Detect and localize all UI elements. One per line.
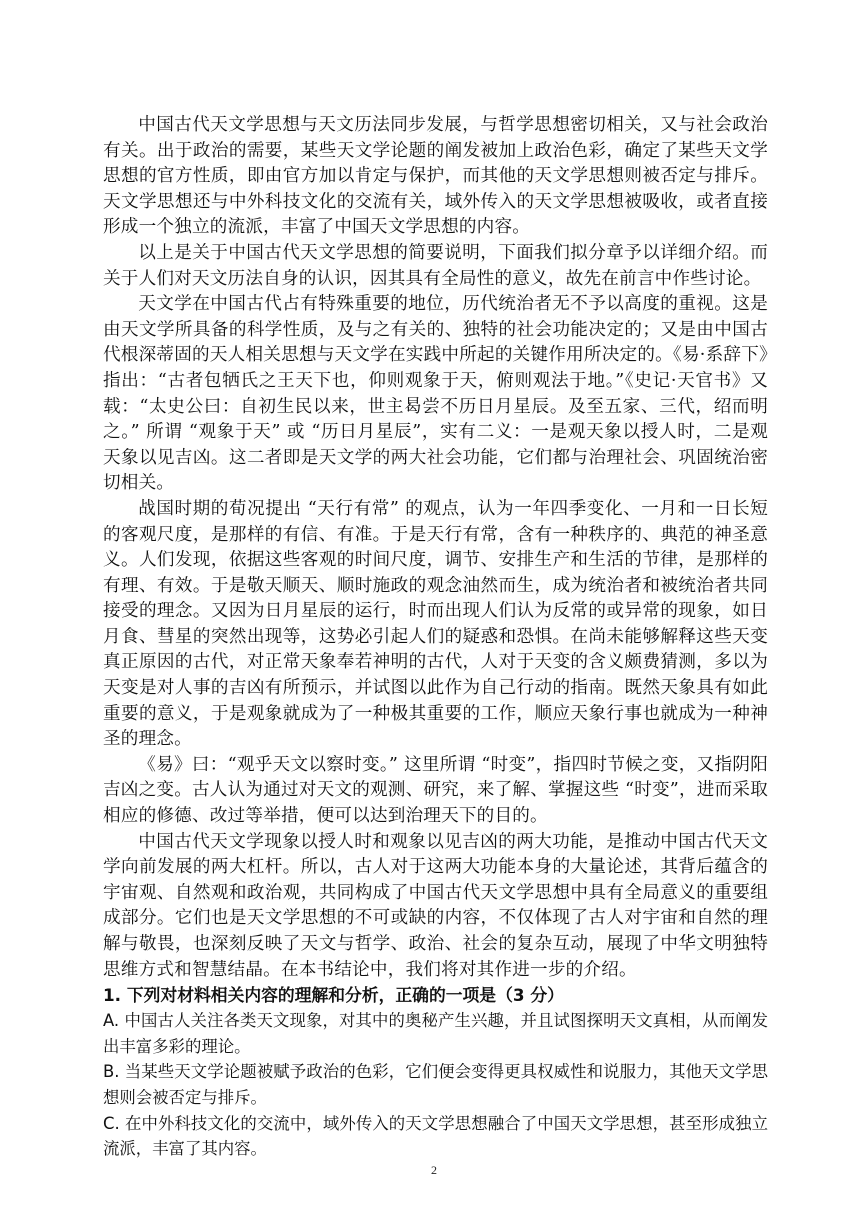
paragraph-3: 天文学在中国古代占有特殊重要的地位，历代统治者无不予以高度的重视。这是由天文学所具备的科学性质，及与之有关的、独特的社会功能决定的；又是由中国古代根深蒂固的天人相关思想与天文学在实践中所起的关键作用所决定的。《易·系辞下》指出：“古者包牺氏之王天下也，仰则观象于天，俯则观法于地。”《史记·天官书》又载：“太史公曰：自初生民以来，世主曷尝不历日月星辰。及至五家、三代，绍而明之。” 所谓 “观象于天” 或 “历日月星辰”，实有二义：一是观天象以授人时，二是观天象以见吉凶。这二者即是天文学的两大社会功能，它们都与治理社会、巩固统治密切相关。	[103, 294, 768, 494]
page-content	[103, 113, 768, 1162]
option-b: B. 当某些天文学论题被赋予政治的色彩，它们便会变得更具权威性和说服力，其他天文学思想则会被否定与排斥。	[103, 1062, 768, 1107]
question-title: 1. 下列对材料相关内容的理解和分析，正确的一项是（3 分）	[103, 985, 564, 1006]
paragraph-6: 中国古代天文学现象以授人时和观象以见吉凶的两大功能，是推动中国古代天文学向前发展的两大杠杆。所以，古人对于这两大功能本身的大量论述，其背后蕴含的宇宙观、自然观和政治观，共同构成了中国古代天文学思想中具有全局意义的重要组成部分。它们也是天文学思想的不可或缺的内容，不仅体现了古人对宇宙和自然的理解与敬畏，也深刻反映了天文与哲学、政治、社会的复杂互动，展现了中华文明独特思维方式和智慧结晶。在本书结论中，我们将对其作进一步的介绍。	[103, 831, 768, 980]
option-a: A. 中国古人关注各类天文现象，对其中的奥秘产生兴趣，并且试图探明天文真相，从而阐发出丰富多彩的理论。	[103, 1011, 768, 1056]
paragraph-5: 《易》曰：“观乎天文以察时变。” 这里所谓 “时变”，指四时节候之变，又指阴阳吉凶之变。古人认为通过对天文的观测、研究，来了解、掌握这些 “时变”，进而采取相应的修德、改过等举措，便可以达到治理天下的目的。	[103, 754, 768, 827]
paragraph-1: 中国古代天文学思想与天文历法同步发展，与哲学思想密切相关，又与社会政治有关。出于政治的需要，某些天文学论题的阐发被加上政治色彩，确定了某些天文学思想的官方性质，即由官方加以肯定与保护，而其他的天文学思想则被否定与排斥。天文学思想还与中外科技文化的交流有关，域外传入的天文学思想被吸收，或者直接形成一个独立的流派，丰富了中国天文学思想的内容。	[103, 115, 768, 238]
option-c: C. 在中外科技文化的交流中，域外传入的天文学思想融合了中国天文学思想，甚至形成独立流派，丰富了其内容。	[103, 1113, 768, 1159]
paragraph-2: 以上是关于中国古代天文学思想的简要说明，下面我们拟分章予以详细介绍。而关于人们对天文历法自身的认识，因其具有全局性的意义，故先在前言中作些讨论。	[103, 242, 768, 289]
page-number: 2	[431, 1163, 437, 1177]
question-block	[103, 983, 768, 1162]
paragraph-4: 战国时期的荀况提出 “天行有常” 的观点，认为一年四季变化、一月和一日长短的客观尺度，是那样的有信、有准。于是天行有常，含有一种秩序的、典范的神圣意义。人们发现，依据这些客观的时间尺度，调节、安排生产和生活的节律，是那样的有理、有效。于是敬天顺天、顺时施政的观念油然而生，成为统治者和被统治者共同接受的理念。又因为日月星辰的运行，时而出现人们认为反常的或异常的现象，如日月食、彗星的突然出现等，这势必引起人们的疑惑和恐惧。在尚未能够解释这些天变真正原因的古代，对正常天象奉若神明的古代，人对于天变的含义颇费猜测，多以为天变是对人事的吉凶有所预示，并试图以此作为自己行动的指南。既然天象具有如此重要的意义，于是观象就成为了一种极其重要的工作，顺应天象行事也就成为一种神圣的理念。	[103, 498, 768, 750]
